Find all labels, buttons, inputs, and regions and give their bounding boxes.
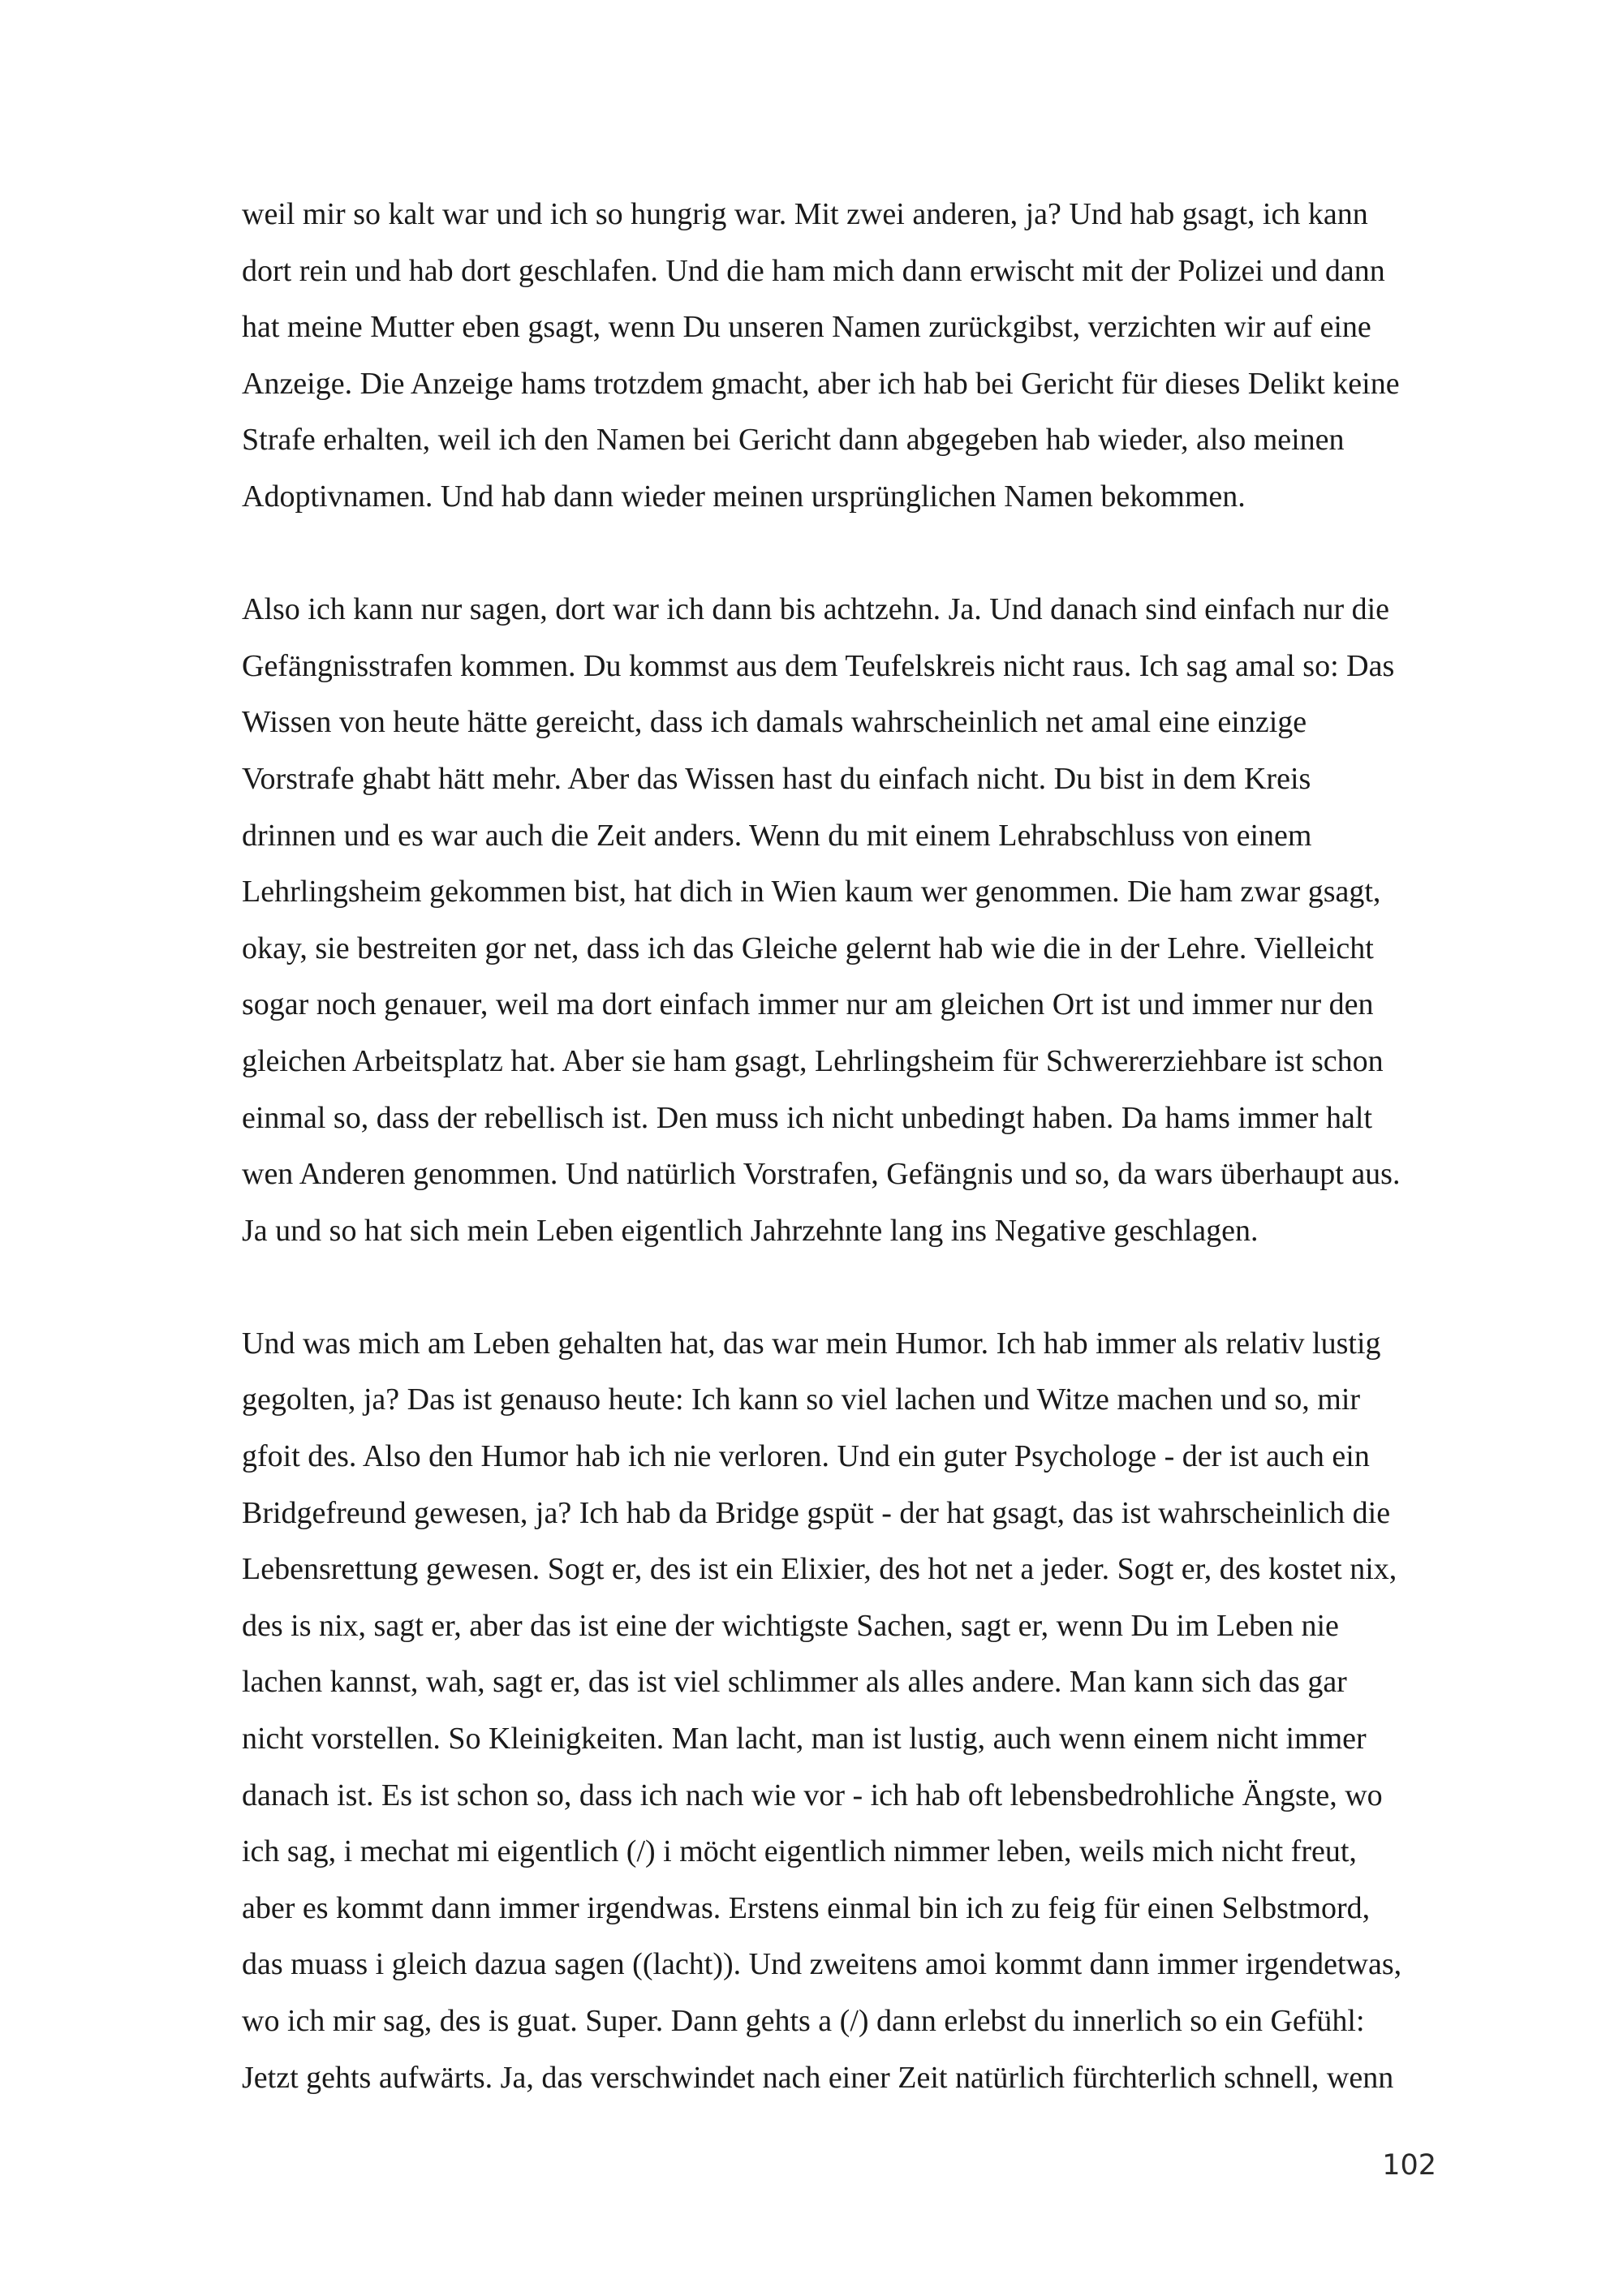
text-line: ich sag, i mechat mi eigentlich (/) i möcht eigentlich nimmer leben, weils mich nicht freut, (242, 1834, 1357, 1869)
paragraph (242, 1316, 1492, 2106)
text-line: Bridgefreund gewesen, ja? Ich hab da Bridge gspüt - der hat gsagt, das ist wahrscheinlich die (242, 1495, 1391, 1530)
text-line: sogar noch genauer, weil ma dort einfach immer nur am gleichen Ort ist und immer nur den (242, 987, 1374, 1022)
text-line: wo ich mir sag, des is guat. Super. Dann gehts a (/) dann erlebst du innerlich so ein Gefühl: (242, 2004, 1365, 2038)
text-line: aber es kommt dann immer irgendwas. Erstens einmal bin ich zu feig für einen Selbstmord, (242, 1890, 1371, 1925)
text-line: Anzeige. Die Anzeige hams trotzdem gmacht, aber ich hab bei Gericht für dieses Delikt keine (242, 366, 1400, 401)
text-line: nicht vorstellen. So Kleinigkeiten. Man lacht, man ist lustig, auch wenn einem nicht immer (242, 1722, 1367, 1756)
text-line: Wissen von heute hätte gereicht, dass ich damals wahrscheinlich net amal eine einzige (242, 705, 1307, 740)
page-number: 102 (1382, 2149, 1436, 2182)
text-line: Jetzt gehts aufwärts. Ja, das verschwindet nach einer Zeit natürlich fürchterlich schnell, wenn (242, 2060, 1394, 2095)
text-line: gegolten, ja? Das ist genauso heute: Ich kann so viel lachen und Witze machen und so, mir (242, 1382, 1361, 1417)
text-line: Gefängnisstrafen kommen. Du kommst aus dem Teufelskreis nicht raus. Ich sag amal so: Das (242, 648, 1395, 683)
text-line: Strafe erhalten, weil ich den Namen bei Gericht dann abgegeben hab wieder, also meinen (242, 423, 1345, 458)
text-line: weil mir so kalt war und ich so hungrig war. Mit zwei anderen, ja? Und hab gsagt, ich kann (242, 197, 1368, 231)
text-line: gleichen Arbeitsplatz hat. Aber sie ham gsagt, Lehrlingsheim für Schwererziehbare ist schon (242, 1043, 1384, 1078)
text-line: das muass i gleich dazua sagen ((lacht)). Und zweitens amoi kommt dann immer irgendetwas, (242, 1947, 1402, 1982)
text-line: des is nix, sagt er, aber das ist eine der wichtigste Sachen, sagt er, wenn Du im Leben nie (242, 1608, 1339, 1643)
text-line: hat meine Mutter eben gsagt, wenn Du unseren Namen zurückgibst, verzichten wir auf eine (242, 310, 1371, 345)
paragraph (242, 582, 1492, 1259)
text-line: Ja und so hat sich mein Leben eigentlich Jahrzehnte lang ins Negative geschlagen. (242, 1213, 1259, 1248)
text-line: Adoptivnamen. Und hab dann wieder meinen ursprünglichen Namen bekommen. (242, 479, 1246, 514)
text-line: danach ist. Es ist schon so, dass ich nach wie vor - ich hab oft lebensbedrohliche Ängste, wo (242, 1778, 1383, 1812)
text-line: einmal so, dass der rebellisch ist. Den muss ich nicht unbedingt haben. Da hams immer halt (242, 1100, 1373, 1135)
text-line: gfoit des. Also den Humor hab ich nie verloren. Und ein guter Psychologe - der ist auch ein (242, 1439, 1370, 1474)
text-line: okay, sie bestreiten gor net, dass ich das Gleiche gelernt hab wie die in der Lehre. Vielleicht (242, 931, 1374, 965)
body-text (242, 187, 1492, 2163)
text-line: Und was mich am Leben gehalten hat, das war mein Humor. Ich hab immer als relativ lustig (242, 1326, 1381, 1361)
text-line: Lehrlingsheim gekommen bist, hat dich in Wien kaum wer genommen. Die ham zwar gsagt, (242, 875, 1381, 909)
paragraph (242, 187, 1492, 526)
text-line: Also ich kann nur sagen, dort war ich dann bis achtzehn. Ja. Und danach sind einfach nur die (242, 592, 1390, 627)
text-line: wen Anderen genommen. Und natürlich Vorstrafen, Gefängnis und so, da wars überhaupt aus. (242, 1157, 1401, 1192)
text-line: drinnen und es war auch die Zeit anders. Wenn du mit einem Lehrabschluss von einem (242, 818, 1312, 853)
text-line: dort rein und hab dort geschlafen. Und die ham mich dann erwischt mit der Polizei und dann (242, 253, 1385, 288)
text-line: Lebensrettung gewesen. Sogt er, des ist ein Elixier, des hot net a jeder. Sogt er, des kostet nix, (242, 1552, 1397, 1587)
text-line: Vorstrafe ghabt hätt mehr. Aber das Wissen hast du einfach nicht. Du bist in dem Kreis (242, 761, 1311, 796)
text-line: lachen kannst, wah, sagt er, das ist viel schlimmer als alles andere. Man kann sich das gar (242, 1665, 1347, 1700)
